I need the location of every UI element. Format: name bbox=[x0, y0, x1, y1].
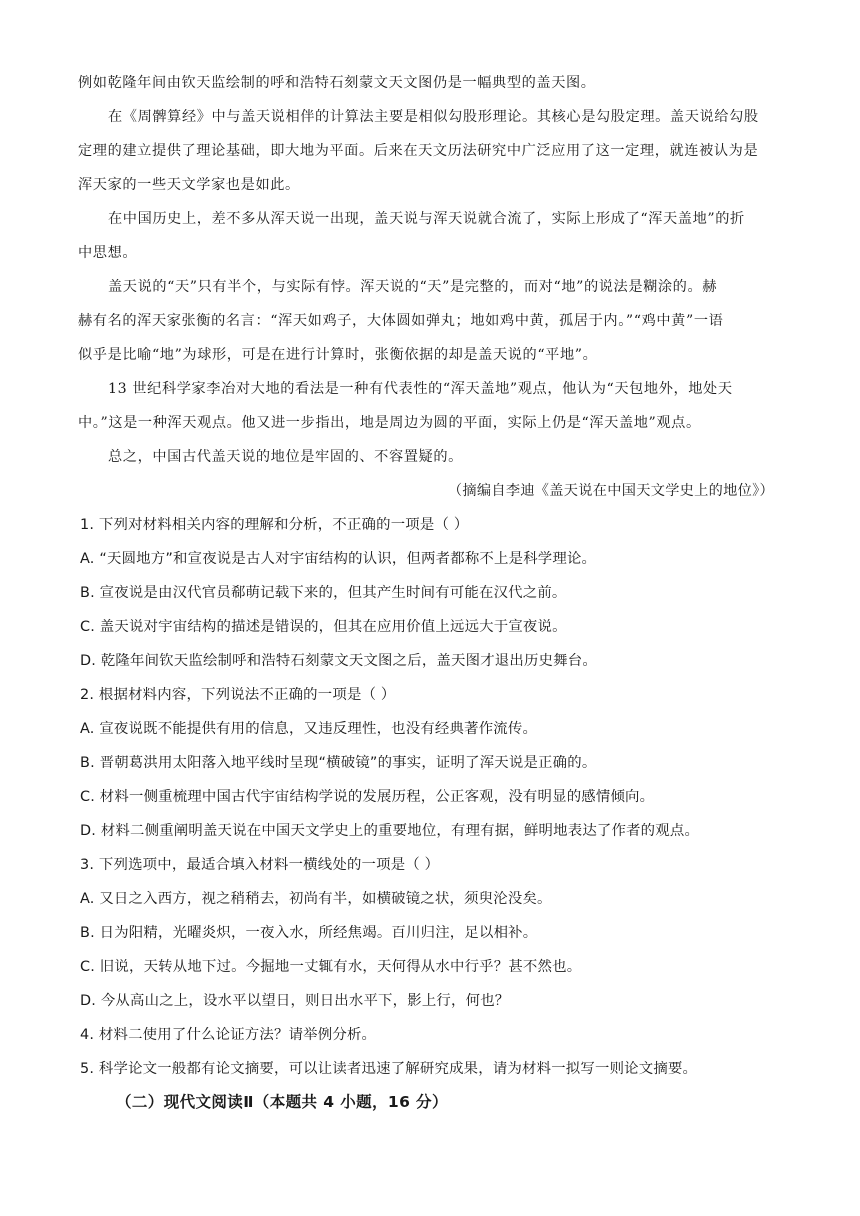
passage-paragraph-start: 在中国历史上，差不多从浑天说一出现，盖天说与浑天说就合流了，实际上形成了“浑天盖地”的折 bbox=[108, 211, 745, 227]
question-3-option-a: A. 又日之入西方，视之稍稍去，初尚有半，如横破镜之状，须臾沦没矣。 bbox=[80, 891, 552, 907]
question-3: 3. 下列选项中，最适合填入材料一横线处的一项是（ ） bbox=[80, 857, 440, 873]
passage-paragraph-start: 盖天说的“天”只有半个，与实际有悖。浑天说的“天”是完整的，而对“地”的说法是糊涂的。赫 bbox=[108, 279, 718, 295]
section-heading: （二）现代文阅读Ⅱ（本题共 4 小题，16 分） bbox=[116, 1093, 448, 1111]
question-3-option-b: B. 日为阳精，光曜炎炽，一夜入水，所经焦竭。百川归注，足以相补。 bbox=[80, 925, 538, 941]
passage-line: 似乎是比喻“地”为球形，可是在进行计算时，张衡依据的却是盖天说的“平地”。 bbox=[78, 347, 598, 363]
passage-line: 例如乾隆年间由钦天监绘制的呼和浩特石刻蒙文天文图仍是一幅典型的盖天图。 bbox=[78, 75, 596, 91]
question-3-option-c: C. 旧说，天转从地下过。今掘地一丈辄有水，天何得从水中行乎？甚不然也。 bbox=[80, 959, 582, 975]
passage-source: （摘编自李迪《盖天说在中国天文学史上的地位》） bbox=[447, 483, 774, 499]
question-2-option-b: B. 晋朝葛洪用太阳落入地平线时呈现“横破镜”的事实，证明了浑天说是正确的。 bbox=[80, 755, 597, 771]
question-2-option-a: A. 宣夜说既不能提供有用的信息，又违反理性，也没有经典著作流传。 bbox=[80, 721, 538, 737]
passage-line: 浑天家的一些天文学家也是如此。 bbox=[78, 177, 300, 193]
question-3-option-d: D. 今从高山之上，设水平以望日，则日出水平下，影上行，何也？ bbox=[80, 993, 510, 1009]
question-1-option-c: C. 盖天说对宇宙结构的描述是错误的，但其在应用价值上远远大于宣夜说。 bbox=[80, 619, 567, 635]
question-4: 4. 材料二使用了什么论证方法？请举例分析。 bbox=[80, 1027, 377, 1043]
question-1-option-b: B. 宣夜说是由汉代官员郗萌记载下来的，但其产生时间有可能在汉代之前。 bbox=[80, 585, 567, 601]
question-2-option-d: D. 材料二侧重阐明盖天说在中国天文学史上的重要地位，有理有据，鲜明地表达了作者的观点。 bbox=[80, 823, 700, 839]
passage-paragraph-start: 13 世纪科学家李冶对大地的看法是一种有代表性的“浑天盖地”观点，他认为“天包地外，地处天 bbox=[108, 381, 733, 397]
question-2: 2. 根据材料内容，下列说法不正确的一项是（ ） bbox=[80, 687, 396, 703]
passage-line: 中思想。 bbox=[78, 245, 138, 261]
passage-paragraph-start: 总之，中国古代盖天说的地位是牢固的、不容置疑的。 bbox=[108, 449, 463, 465]
passage-paragraph-start: 在《周髀算经》中与盖天说相伴的计算法主要是相似勾股形理论。其核心是勾股定理。盖天说给勾股 bbox=[108, 109, 759, 125]
question-1-option-a: A. “天圆地方”和宣夜说是古人对宇宙结构的认识，但两者都称不上是科学理论。 bbox=[80, 551, 597, 567]
passage-line: 中。”这是一种浑天观点。他又进一步指出，地是周边为圆的平面，实际上仍是“浑天盖地”观点。 bbox=[78, 415, 701, 431]
passage-line: 定理的建立提供了理论基础，即大地为平面。后来在天文历法研究中广泛应用了这一定理，就连被认为是 bbox=[78, 143, 759, 159]
passage-line: 赫有名的浑天家张衡的名言：“浑天如鸡子，大体圆如弹丸；地如鸡中黄，孤居于内。”“鸡中黄”一语 bbox=[78, 313, 724, 329]
question-5: 5. 科学论文一般都有论文摘要，可以让读者迅速了解研究成果，请为材料一拟写一则论文摘要。 bbox=[80, 1061, 698, 1077]
question-1: 1. 下列对材料相关内容的理解和分析，不正确的一项是（ ） bbox=[80, 517, 469, 533]
question-1-option-d: D. 乾隆年间钦天监绘制呼和浩特石刻蒙文天文图之后，盖天图才退出历史舞台。 bbox=[80, 653, 597, 669]
question-2-option-c: C. 材料一侧重梳理中国古代宇宙结构学说的发展历程，公正客观，没有明显的感情倾向。 bbox=[80, 789, 655, 805]
